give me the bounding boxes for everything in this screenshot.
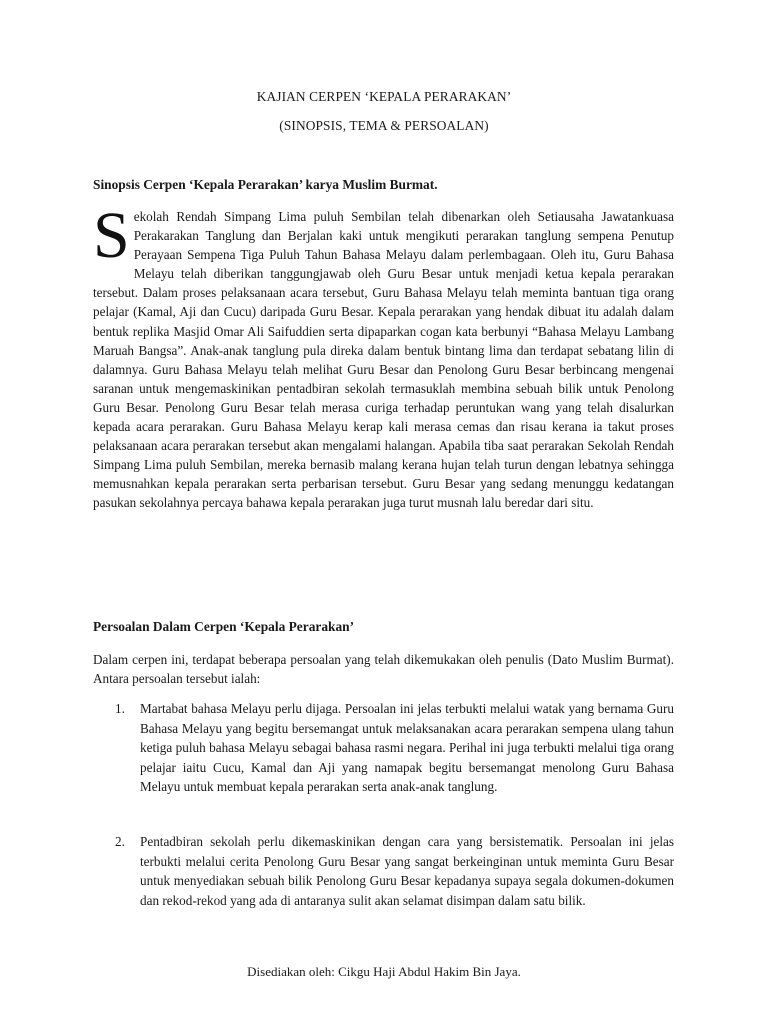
persoalan-intro: Dalam cerpen ini, terdapat beberapa persoalan yang telah dikemukakan oleh penulis (Dato Muslim Burmat). Antara persoalan tersebut ialah:	[93, 652, 674, 687]
page-footer: Disediakan oleh: Cikgu Haji Abdul Hakim Bin Jaya.	[247, 964, 521, 979]
persoalan-heading: Persoalan Dalam Cerpen ‘Kepala Perarakan’	[93, 619, 355, 634]
document-subtitle: (SINOPSIS, TEMA & PERSOALAN)	[279, 118, 489, 133]
list-item-text: Pentadbiran sekolah perlu dikemaskinikan dengan cara yang bersistematik. Persoalan ini jelas terbukti melalui cerita Penolong Guru Besar yang sangat berkeinginan untuk meminta Guru Besar untuk menyediakan sebuah bilik Penolong Guru Besar kepadanya supaya segala dokumen-dokumen dan rekod-rekod yang ada di antaranya sulit akan selamat disimpan dalam satu bilik.	[140, 834, 674, 908]
list-item-number: 1.	[115, 701, 125, 716]
list-item-number: 2.	[115, 834, 125, 849]
document-title: KAJIAN CERPEN ‘KEPALA PERARAKAN’	[256, 89, 512, 104]
list-item-text: Martabat bahasa Melayu perlu dijaga. Persoalan ini jelas terbukti melalui watak yang bernama Guru Bahasa Melayu yang begitu bersemangat untuk melaksanakan acara perarakan sempena ulang tahun ketiga puluh bahasa Melayu sebagai bahasa rasmi negara. Perihal ini juga terbukti melalui tiga orang pelajar iaitu Cucu, Kamal dan Aji yang namapak begitu bersemangat menolong Guru Bahasa Melayu untuk membuat kepala perarakan serta anak-anak tanglung.	[140, 701, 674, 794]
drop-cap-letter: S	[93, 199, 130, 272]
synopsis-heading: Sinopsis Cerpen ‘Kepala Perarakan’ karya Muslim Burmat.	[93, 177, 438, 192]
list-item	[93, 832, 674, 910]
list-item	[93, 699, 674, 797]
synopsis-body: ekolah Rendah Simpang Lima puluh Sembilan telah dibenarkan oleh Setiausaha Jawatankuasa Perakarakan Tanglung dan Berjalan kaki untuk mengikuti perarakan tanglung sempena Penutup Perayaan Sempena Tiga Puluh Tahun Bahasa Melayu dalam perlembagaan. Oleh itu, Guru Bahasa Melayu telah diberikan tanggungjawab oleh Guru Besar untuk menjadi ketua kepala perarakan tersebut. Dalam proses pelaksanaan acara tersebut, Guru Bahasa Melayu telah meminta bantuan tiga orang pelajar (Kamal, Aji dan Cucu) daripada Guru Besar. Kepala perarakan yang hendak dibuat itu adalah dalam bentuk replika Masjid Omar Ali Saifuddien serta dipaparkan cogan kata berbunyi “Bahasa Melayu Lambang Maruah Bangsa”. Anak-anak tanglung pula direka dalam bentuk bintang lima dan terdapat sebatang lilin di dalamnya. Guru Bahasa Melayu telah melihat Guru Besar dan Penolong Guru Besar berbincang mengenai saranan untuk mengemaskinikan pentadbiran sekolah termasuklah membina sebuah bilik untuk Penolong Guru Besar. Penolong Guru Besar telah merasa curiga terhadap peruntukan wang yang telah disalurkan kepada acara perarakan. Guru Bahasa Melayu kerap kali merasa cemas dan risau kerana ia takut proses pelaksanaan acara perarakan tersebut akan mengalami halangan. Apabila tiba saat perarakan Sekolah Rendah Simpang Lima puluh Sembilan, mereka bernasib malang kerana hujan telah turun dengan lebatnya sehingga memusnahkan kepala perarakan serta perbarisan tersebut. Guru Besar yang sedang menunggu kedatangan pasukan sekolahnya percaya bahawa kepala perarakan juga turut musnah lalu beredar dari situ.	[93, 209, 674, 511]
synopsis-paragraph	[93, 199, 674, 513]
